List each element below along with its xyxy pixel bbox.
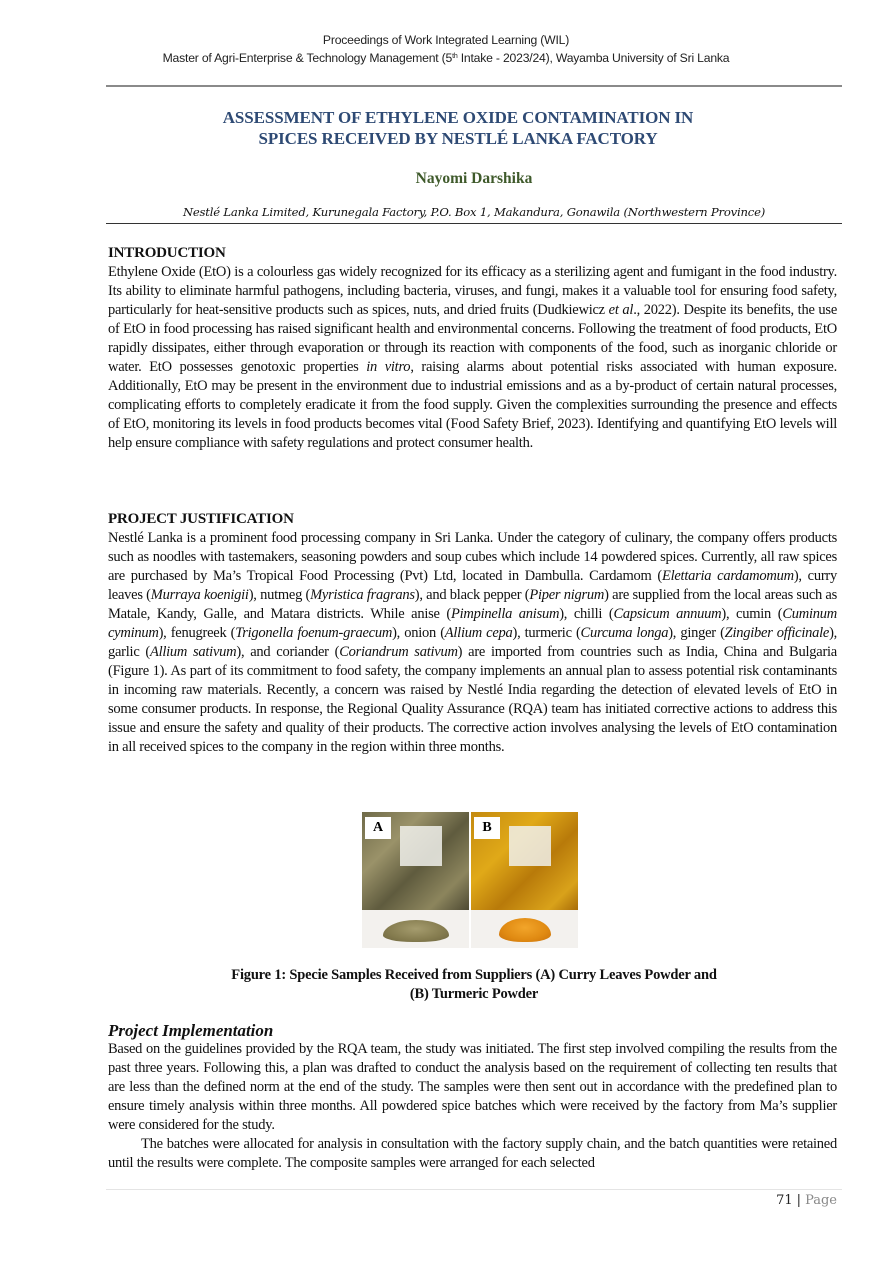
text-run: , raising alarms about potential risks associated with human exposure. Additionally, EtO may be present in the environment due to industrial emissions and as a by-product of certain natural processes, complicating efforts to completely eradicate it from the food supply. Given the complexities surrounding the presence and effects of EtO, monitoring its levels in food products becomes vital (Food Safety Brief, 2023). Identifying and quantifying EtO levels will help ensure compliance with safety regulations and protect consumer health. (108, 359, 837, 451)
running-header-line1: Proceedings of Work Integrated Learning (WIL) (322, 33, 570, 47)
justification-section (108, 510, 837, 757)
page-footer (776, 1193, 837, 1208)
species-name: Curcuma longa (580, 625, 669, 641)
species-name: Allium sativum (149, 644, 237, 660)
species-name: Allium cepa (444, 625, 513, 641)
text-run: ) are supplied from the local areas such as Matale, Kandy, Galle, and Matara districts. While anise ( (108, 587, 838, 622)
header-divider (106, 85, 842, 87)
text-run: ), garlic ( (108, 625, 838, 660)
section-heading-justification: PROJECT JUSTIFICATION (108, 511, 294, 527)
introduction-section (108, 244, 837, 453)
species-name: Coriandrum sativum (339, 644, 458, 660)
figure-panel-b-image (471, 812, 578, 948)
section-heading-introduction: INTRODUCTION (108, 245, 226, 261)
figure-caption-line2: (B) Turmeric Powder (409, 986, 539, 1002)
species-name: Trigonella foenum-graecum (235, 625, 393, 641)
introduction-paragraph (108, 263, 837, 453)
figure-panel-a-image (362, 812, 469, 948)
species-name: Capsicum annuum (613, 606, 722, 622)
species-name: Myristica fragrans (310, 587, 415, 603)
page-number: 71 (776, 1193, 793, 1208)
paper-title-line2: SPICES RECEIVED BY NESTLÉ LANKA FACTORY (258, 129, 658, 148)
implementation-paragraph-2: The batches were allocated for analysis in consultation with the factory supply chain, and the batch quantities were retained until the results were complete. The composite samples were arranged for each selected (108, 1136, 837, 1171)
text-run-italic: et al (608, 302, 634, 318)
figure-caption-line1: Figure 1: Specie Samples Received from Suppliers (A) Curry Leaves Powder and (231, 967, 717, 983)
text-run: ), turmeric ( (512, 625, 581, 641)
running-header-line2 (0, 51, 892, 65)
text-run: ), and coriander ( (236, 644, 340, 660)
figure-1 (362, 812, 579, 948)
paper-title-line1: ASSESSMENT OF ETHYLENE OXIDE CONTAMINATION IN (222, 108, 694, 127)
implementation-section (108, 1021, 837, 1173)
text-run: ), ginger ( (668, 625, 725, 641)
text-run: ), onion ( (392, 625, 445, 641)
panel-label-a: A (365, 817, 391, 839)
text-run: Ethylene Oxide (EtO) is a colourless gas widely recognized for its efficacy as a sterilizing agent and fumigant in the food industry. Its ability to eliminate harmful pathogens, including bacteria, viruses, and fungi, makes it a valuable tool for ensuring food safety, particularly for heat-sensitive products such as spices, nuts, and dried fruits (Dudkiewicz (108, 264, 837, 318)
page-separator: | (796, 1193, 802, 1208)
species-name: Elettaria cardamomum (661, 568, 794, 584)
text-run-italic: in vitro (366, 359, 411, 375)
text-run: ., 2022). Despite its benefits, the use of EtO in food processing has raised significant health and environmental concerns. Following the treatment of food products, EtO rapidly dissipates, either through evaporation or through its reaction with components of the food, such as inorganic chloride or water. EtO possesses genotoxic properties (108, 302, 837, 375)
author-affiliation: Nestlé Lanka Limited, Kurunegala Factory, P.O. Box 1, Makandura, Gonawila (Northwestern Province) (182, 205, 766, 219)
text-run: ), curry leaves ( (108, 568, 837, 603)
subheading-project-implementation: Project Implementation (108, 1021, 274, 1040)
paper-title (106, 107, 810, 149)
implementation-paragraph-1: Based on the guidelines provided by the RQA team, the study was initiated. The first step involved compiling the results from the past three years. Following this, a plan was drafted to conduct the analysis based on the requirement of collecting ten results that are less than the defined norm at the end of the study. The samples were then sent out in accordance with the predefined plan to ensure timely analysis within three months. All powdered spice batches which were received by the factory from Ma’s supplier were considered for the study. (108, 1041, 837, 1133)
species-name: Zingiber officinale (724, 625, 830, 641)
footer-divider (106, 1189, 842, 1190)
species-name: Murraya koenigii (150, 587, 249, 603)
text-run: ), nutmeg ( (248, 587, 311, 603)
affiliation-divider (106, 223, 842, 224)
species-name: Piper nigrum (529, 587, 605, 603)
text-run: ), fenugreek ( (158, 625, 236, 641)
text-run: ) are imported from countries such as India, China and Bulgaria (Figure 1). As part of its commitment to food safety, the company implements an annual plan to assess potential risk contaminants in incoming raw materials. Recently, a concern was raised by Nestlé India regarding the detection of elevated levels of EtO in some consumer products. In response, the Regional Quality Assurance (RQA) team has initiated corrective actions to address this issue and ensure the safety and quality of their products. The corrective action involves analysing the levels of EtO contamination in all received spices to the company in the region within three months. (108, 644, 837, 755)
text-run: Nestlé Lanka is a prominent food processing company in Sri Lanka. Under the category of culinary, the company offers products such as noodles with tastemakers, seasoning powders and soup cubes which include 14 powdered spices. Currently, all raw spices are purchased by Ma’s Tropical Food Processing (Pvt) Ltd, located in Dambulla. Cardamom ( (108, 530, 837, 584)
bag-label-a (400, 826, 442, 866)
running-header-line2-pre: Master of Agri-Enterprise & Technology Management (5 (162, 51, 453, 65)
running-header-superscript: th (452, 53, 458, 60)
panel-label-b: B (474, 817, 500, 839)
author-name: Nayomi Darshika (415, 170, 533, 187)
running-header-line2-post: Intake - 2023/24), Wayamba University of Sri Lanka (457, 51, 730, 65)
text-run: ), chilli ( (559, 606, 614, 622)
species-name: Cuminum cyminum (108, 606, 837, 641)
text-run: ), cumin ( (721, 606, 783, 622)
species-name: Pimpinella anisum (450, 606, 560, 622)
figure-caption (106, 966, 842, 1004)
bag-label-b (509, 826, 551, 866)
page-word: Page (805, 1193, 837, 1208)
justification-paragraph (108, 529, 837, 757)
text-run: ), and black pepper ( (414, 587, 530, 603)
